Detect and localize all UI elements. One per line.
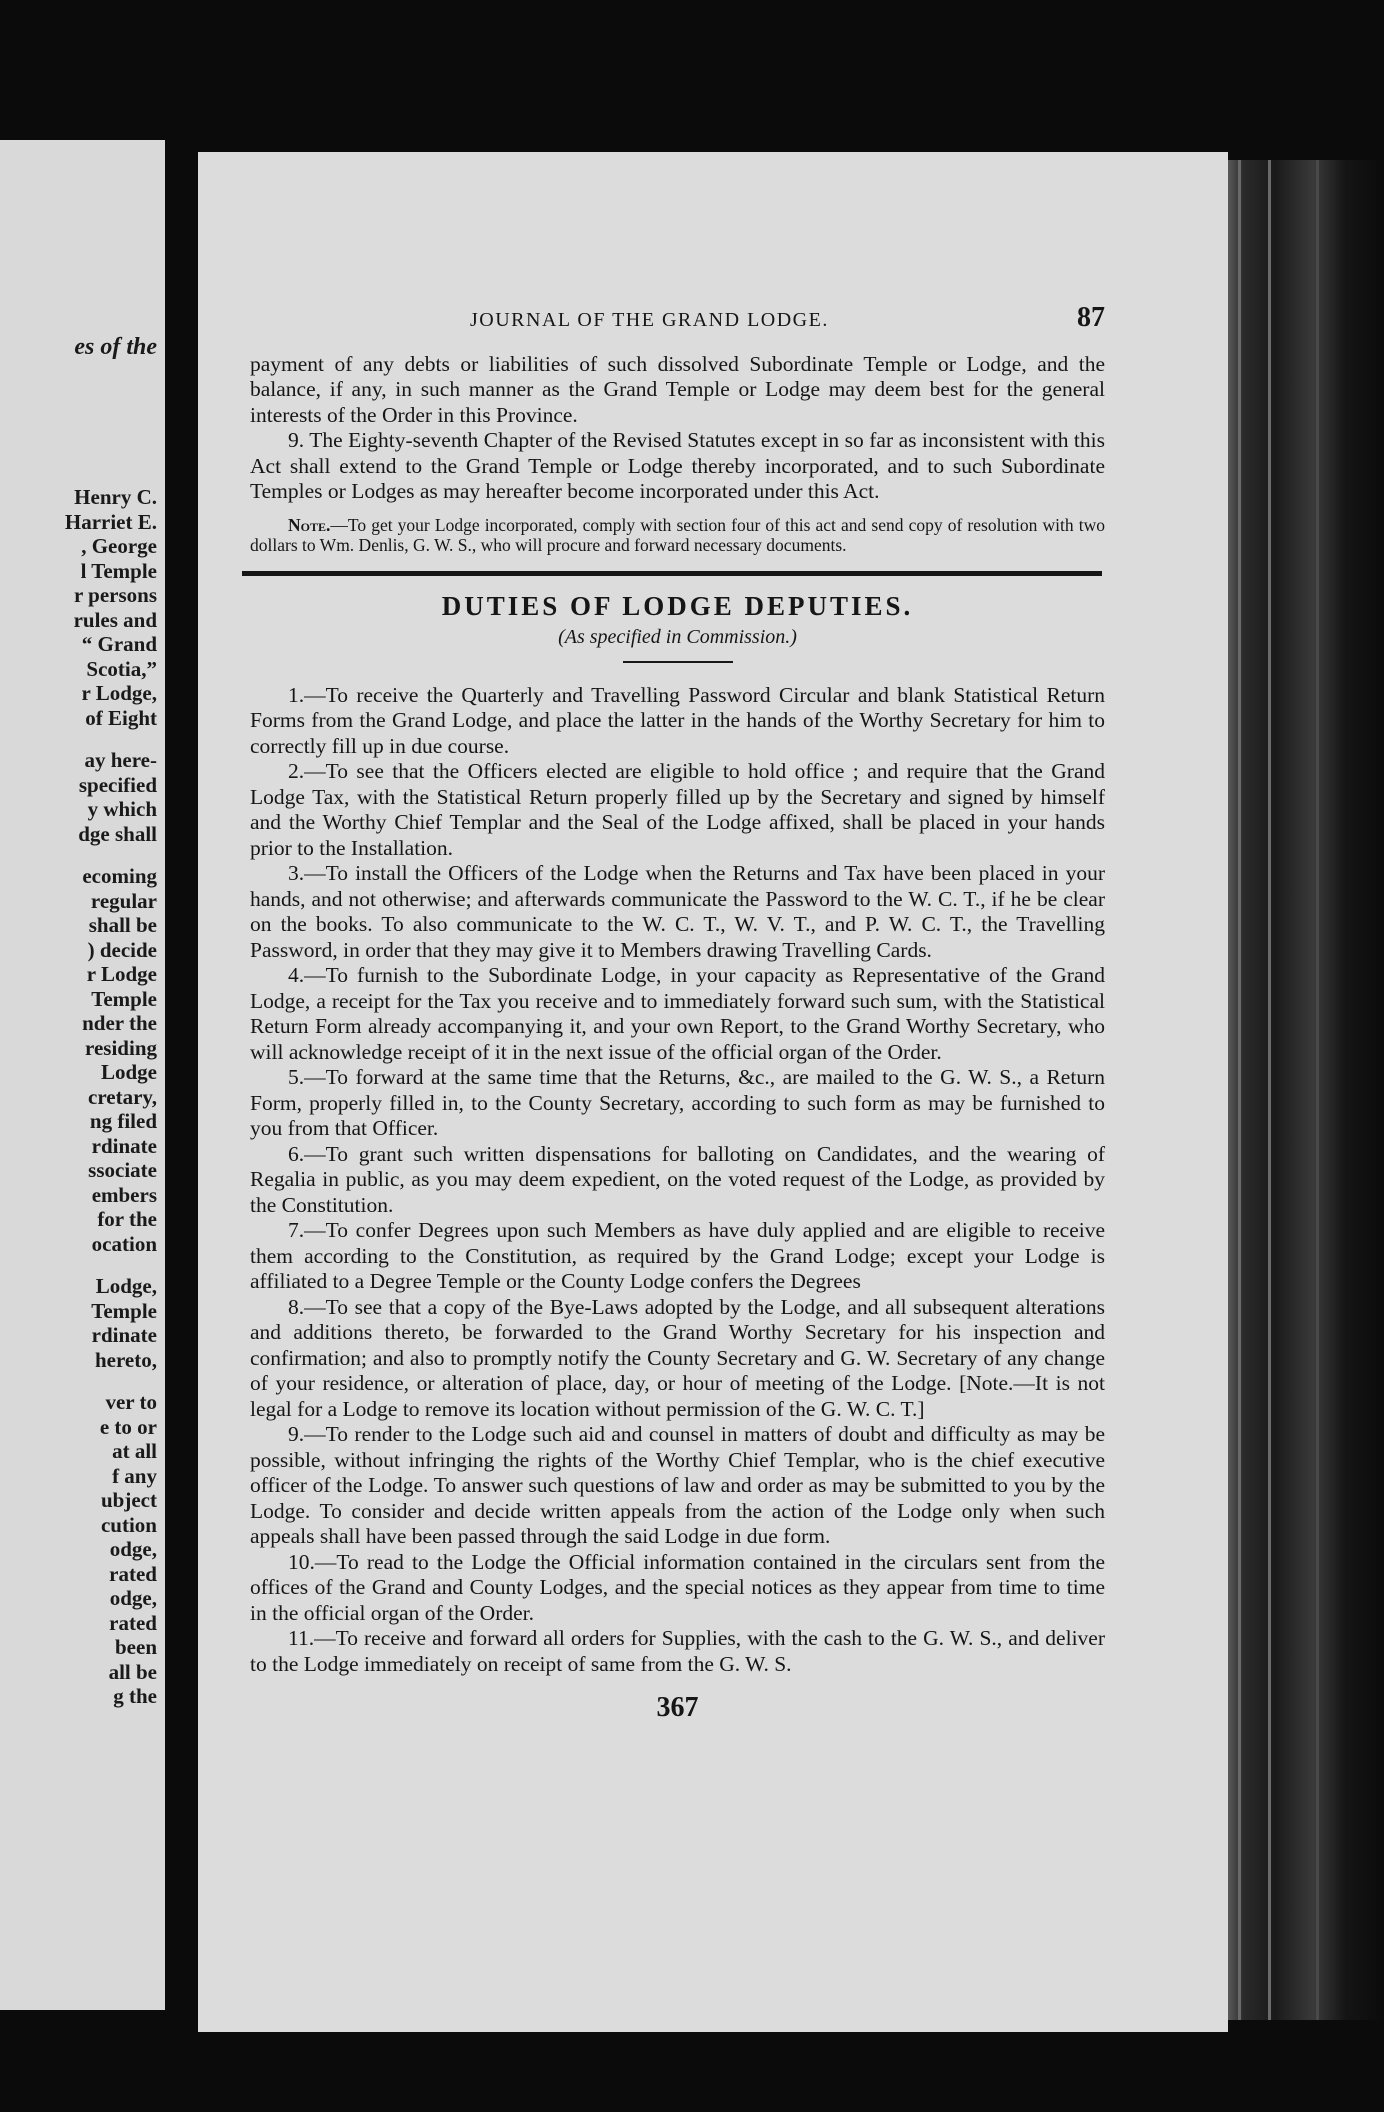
facing-page-line-fragment: ecoming (82, 864, 157, 888)
facing-page-line-fragment: ubject (101, 1488, 157, 1512)
facing-page-line-fragment: “ Grand (81, 632, 157, 656)
facing-page-line-fragment: Lodge (100, 1060, 157, 1084)
duty-item: 2.—To see that the Officers elected are eligible to hold office ; and require that the Grand Lodge Tax, with the Statistical Return properly filled up by the Secretary and signed by himself and the Worthy Chief Templar and the Seal of the Lodge affixed, shall be placed in your hands prior to the Installation. (250, 759, 1105, 860)
facing-page-line-fragment: ver to (105, 1390, 157, 1414)
facing-page-line-fragment: odge, (109, 1586, 157, 1610)
facing-page-line-fragment: rules and (73, 607, 157, 632)
facing-page-line-fragment: rated (109, 1561, 157, 1586)
duty-item: 3.—To install the Officers of the Lodge when the Returns and Tax have been placed in your hands, and not otherwise; and afterwards communicate the Password to the W. C. T., if he be clear on the books. To also communicate to the W. C. T., W. V. T., and P. W. C. T., the Travelling Password, in order that they may give it to Members drawing Travelling Cards. (250, 861, 1105, 962)
note-text: —To get your Lodge incorporated, comply with section four of this act and send copy of resolution with two dollars to Wm. Denlis, G. W. S., who will procure and forward necessary documents. (250, 514, 1105, 555)
facing-page-line-fragment: been (115, 1635, 157, 1659)
section-title: DUTIES OF LODGE DEPUTIES. (441, 590, 914, 621)
facing-page-heading-fragment: es of the (74, 334, 157, 360)
page-content (250, 302, 1105, 1723)
duty-item: 4.—To furnish to the Subordinate Lodge, in your capacity as Representative of the Grand Lodge, a receipt for the Tax you receive and to immediately forward such sum, with the Statistical Return Form already accompanying it, and your own Report, to the Grand Worthy Secretary, who will acknowledge receipt of it in the next issue of the official organ of the Order. (250, 963, 1105, 1064)
facing-page-line-fragment: r Lodge, (81, 681, 157, 705)
facing-page-line-fragment: , George (81, 534, 157, 558)
book-spine (1228, 160, 1384, 2020)
duty-item: 10.—To read to the Lodge the Official information contained in the circulars sent from the offices of the Grand and County Lodges, and the special notices as they appear from time to time in the official organ of the Order. (250, 1549, 1105, 1625)
facing-page-line-fragment: dge shall (78, 821, 157, 846)
incorporation-note (250, 515, 1105, 555)
facing-page-line-fragment: l Temple (80, 558, 157, 583)
facing-page-line-fragment: ocation (91, 1231, 157, 1256)
facing-page-line-fragment: hereto, (94, 1347, 157, 1372)
facing-page-line-fragment: for the (97, 1207, 157, 1231)
facing-page-line-fragment: nder the (82, 1011, 157, 1035)
facing-page-line-fragment: rated (109, 1610, 157, 1635)
duty-item: 1.—To receive the Quarterly and Travelling Password Circular and blank Statistical Return Forms from the Grand Lodge, and place the latter in the hands of the Worthy Secretary for him to correctly fill up in due course. (250, 682, 1105, 758)
facing-page-line-fragment: e to or (99, 1414, 157, 1439)
facing-page-line-fragment: y which (87, 797, 157, 821)
facing-page-line-fragment: cretary, (88, 1084, 157, 1109)
facing-page-line-fragment: residing (85, 1035, 157, 1060)
paragraph-statute-9: 9. The Eighty-seventh Chapter of the Revised Statutes except in so far as inconsistent with this Act shall extend to the Grand Temple or Lodge thereby incorporated, and to such Subordinate Temples or Lodges as may hereafter become incorporated under this Act. (250, 428, 1105, 503)
facing-page-line-fragment: of Eight (85, 705, 157, 730)
facing-page-line-fragment: ) decide (87, 937, 157, 962)
duty-item: 9.—To render to the Lodge such aid and counsel in matters of doubt and difficulty as may be possible, without infringing the rights of the Worthy Chief Templar, who is the chief executive officer of the Lodge. To answer such questions of law and order as may be submitted to you by the Lodge. To consider and decide written appeals from the action of the Lodge only when such appeals shall have been passed through the said Lodge in due form. (250, 1422, 1105, 1548)
facing-page-line-fragment: shall be (88, 913, 157, 937)
facing-page-line-fragment: Temple (91, 1298, 157, 1323)
facing-page-line-fragment: r persons (73, 583, 157, 607)
duty-item: 8.—To see that a copy of the Bye-Laws adopted by the Lodge, and all subsequent alterations and additions thereto, be forwarded to the Grand Worthy Secretary for his inspection and confirmation; and also to promptly notify the County Secretary and G. W. Secretary of any change of your residence, or alteration of place, day, or hour of meeting of the Lodge. [Note.—It is not legal for a Lodge to remove its location without permission of the G. W. C. T.] (250, 1294, 1105, 1421)
facing-page-line-fragment: odge, (109, 1537, 157, 1561)
running-head (470, 302, 1105, 334)
facing-page-line-fragment: g the (113, 1684, 157, 1708)
facing-page-line-fragment: Temple (91, 986, 157, 1011)
facing-page-line-fragment: specified (78, 772, 157, 797)
title-underline (623, 661, 733, 663)
facing-page-line-fragment: regular (90, 888, 157, 913)
page-number: 87 (1077, 302, 1105, 333)
facing-page-line-fragment: r Lodge (86, 962, 157, 986)
section-divider (242, 571, 1102, 576)
signature-number: 367 (656, 1692, 699, 1723)
facing-page-line-fragment: ssociate (88, 1158, 157, 1182)
facing-page (0, 140, 165, 2010)
section-subtitle: (As specified in Commission.) (558, 626, 797, 648)
note-label: Note. (288, 514, 331, 535)
facing-page-line-fragment: cution (100, 1512, 157, 1537)
facing-page-line-fragment: rdinate (91, 1323, 157, 1347)
facing-page-line-fragment: ay here- (84, 748, 157, 772)
facing-page-line-fragment: Scotia,” (86, 656, 157, 681)
duties-list (250, 683, 1105, 1678)
duty-item: 7.—To confer Degrees upon such Members as have duly applied and are eligible to receive them according to the Constitution, as required by the Grand Lodge; except your Lodge is affiliated to a Degree Temple or the County Lodge confers the Degrees (250, 1218, 1105, 1293)
duty-item: 6.—To grant such written dispensations for balloting on Candidates, and the wearing of Regalia in public, as you may deem expedient, on the voted request of the Lodge, as provided by the Constitution. (250, 1141, 1105, 1217)
facing-page-line-fragment: Lodge, (95, 1274, 157, 1298)
facing-page-line-fragment: rdinate (91, 1133, 157, 1158)
duty-item: 5.—To forward at the same time that the Returns, &c., are mailed to the G. W. S., a Return Form, properly filled in, to the County Secretary, according to such form as may be furnished to you from that Officer. (250, 1065, 1105, 1140)
running-title: JOURNAL OF THE GRAND LODGE. (470, 309, 829, 331)
paragraph-continuation: payment of any debts or liabilities of such dissolved Subordinate Temple or Lodge, and the balance, if any, in such manner as the Grand Temple or Lodge may deem best for the general interests of the Order in this Province. (250, 351, 1105, 427)
facing-page-line-fragment: f any (112, 1463, 157, 1488)
duty-item: 11.—To receive and forward all orders for Supplies, with the cash to the G. W. S., and deliver to the Lodge immediately on receipt of same from the G. W. S. (250, 1626, 1105, 1676)
facing-page-line-fragment: embers (91, 1182, 157, 1207)
facing-page-line-fragment: all be (108, 1659, 157, 1684)
facing-page-line-fragment: at all (112, 1439, 157, 1463)
facing-page-line-fragment: Harriet E. (64, 509, 157, 534)
facing-page-line-fragment: ng filed (89, 1109, 157, 1133)
facing-page-line-fragment: Henry C. (74, 485, 157, 509)
